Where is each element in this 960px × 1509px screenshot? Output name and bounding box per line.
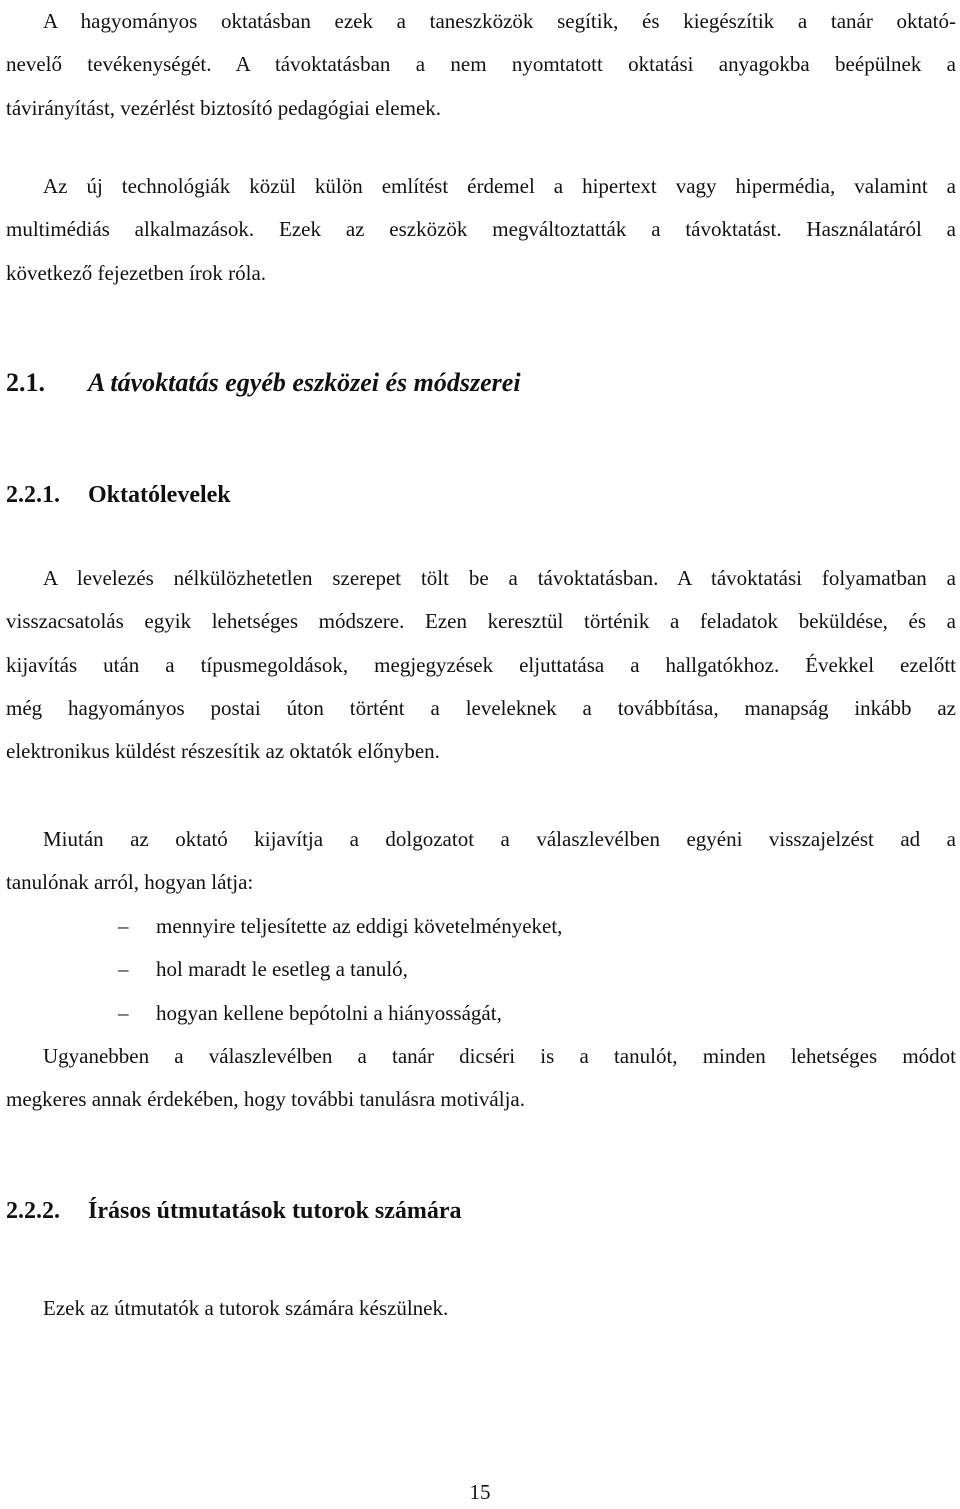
- page-number: 15: [469, 1480, 491, 1504]
- text-line: Ezek az útmutatók a tutorok számára készülnek.: [43, 1296, 449, 1320]
- paragraph-4: [6, 818, 956, 905]
- text-line: Miután az oktató kijavítja a dolgozatot a válaszlevélben egyéni visszajelzést ad a: [43, 827, 956, 851]
- text-line: következő fejezetben írok róla.: [6, 260, 267, 285]
- text-line: Az új technológiák közül külön említést érdemel a hipertext vagy hipermédia, valamint a: [43, 174, 956, 198]
- paragraph-3: [6, 557, 956, 773]
- paragraph-2: [6, 165, 956, 295]
- subsection-number: 2.2.2.: [6, 1198, 60, 1224]
- paragraph-1: [6, 0, 956, 130]
- text-line: kijavítás után a típusmegoldások, megjegyzések eljuttatása a hallgatókhoz. Évekkel ezelőtt: [6, 652, 956, 677]
- list-item-text: mennyire teljesítette az eddigi követelményeket,: [156, 914, 563, 938]
- paragraph-5: [6, 1035, 956, 1122]
- text-line: A hagyományos oktatásban ezek a taneszközök segítik, és kiegészítik a tanár oktató-: [43, 9, 956, 33]
- text-line: tanulónak arról, hogyan látja:: [6, 870, 254, 895]
- dash-marker: –: [118, 1000, 129, 1025]
- list-item-text: hogyan kellene bepótolni a hiányosságát,: [156, 1000, 502, 1025]
- section-heading: [6, 368, 521, 398]
- paragraph-6: [6, 1287, 956, 1330]
- subsection-heading-1: [6, 482, 231, 509]
- list-item-text: hol maradt le esetleg a tanuló,: [156, 957, 408, 982]
- text-line: elektronikus küldést részesítik az oktatók előnyben.: [6, 739, 440, 764]
- dash-marker: –: [118, 957, 129, 982]
- text-line: Ugyanebben a válaszlevélben a tanár dicséri is a tanulót, minden lehetséges módot: [43, 1044, 956, 1068]
- text-line: multimédiás alkalmazások. Ezek az eszközök megváltoztatták a távoktatást. Használatáról a: [6, 217, 956, 242]
- dash-marker: –: [118, 914, 129, 938]
- subsection-title: Oktatólevelek: [88, 482, 231, 508]
- section-number: 2.1.: [6, 368, 45, 397]
- subsection-number: 2.2.1.: [6, 482, 60, 508]
- subsection-heading-2: [6, 1198, 462, 1225]
- text-line: megkeres annak érdekében, hogy további tanulásra motiválja.: [6, 1087, 525, 1112]
- subsection-title: Írásos útmutatások tutorok számára: [88, 1198, 462, 1224]
- section-title: A távoktatás egyéb eszközei és módszerei: [88, 368, 521, 397]
- text-line: még hagyományos postai úton történt a leveleknek a továbbítása, manapság inkább az: [6, 695, 956, 720]
- text-line: visszacsatolás egyik lehetséges módszere. Ezen keresztül történik a feladatok beküldése, és a: [6, 609, 956, 634]
- text-line: nevelő tevékenységét. A távoktatásban a nem nyomtatott oktatási anyagokba beépülnek a: [6, 52, 956, 77]
- text-line: A levelezés nélkülözhetetlen szerepet tölt be a távoktatásban. A távoktatási folyamatban a: [43, 566, 956, 590]
- text-line: távirányítást, vezérlést biztosító pedagógiai elemek.: [6, 95, 442, 120]
